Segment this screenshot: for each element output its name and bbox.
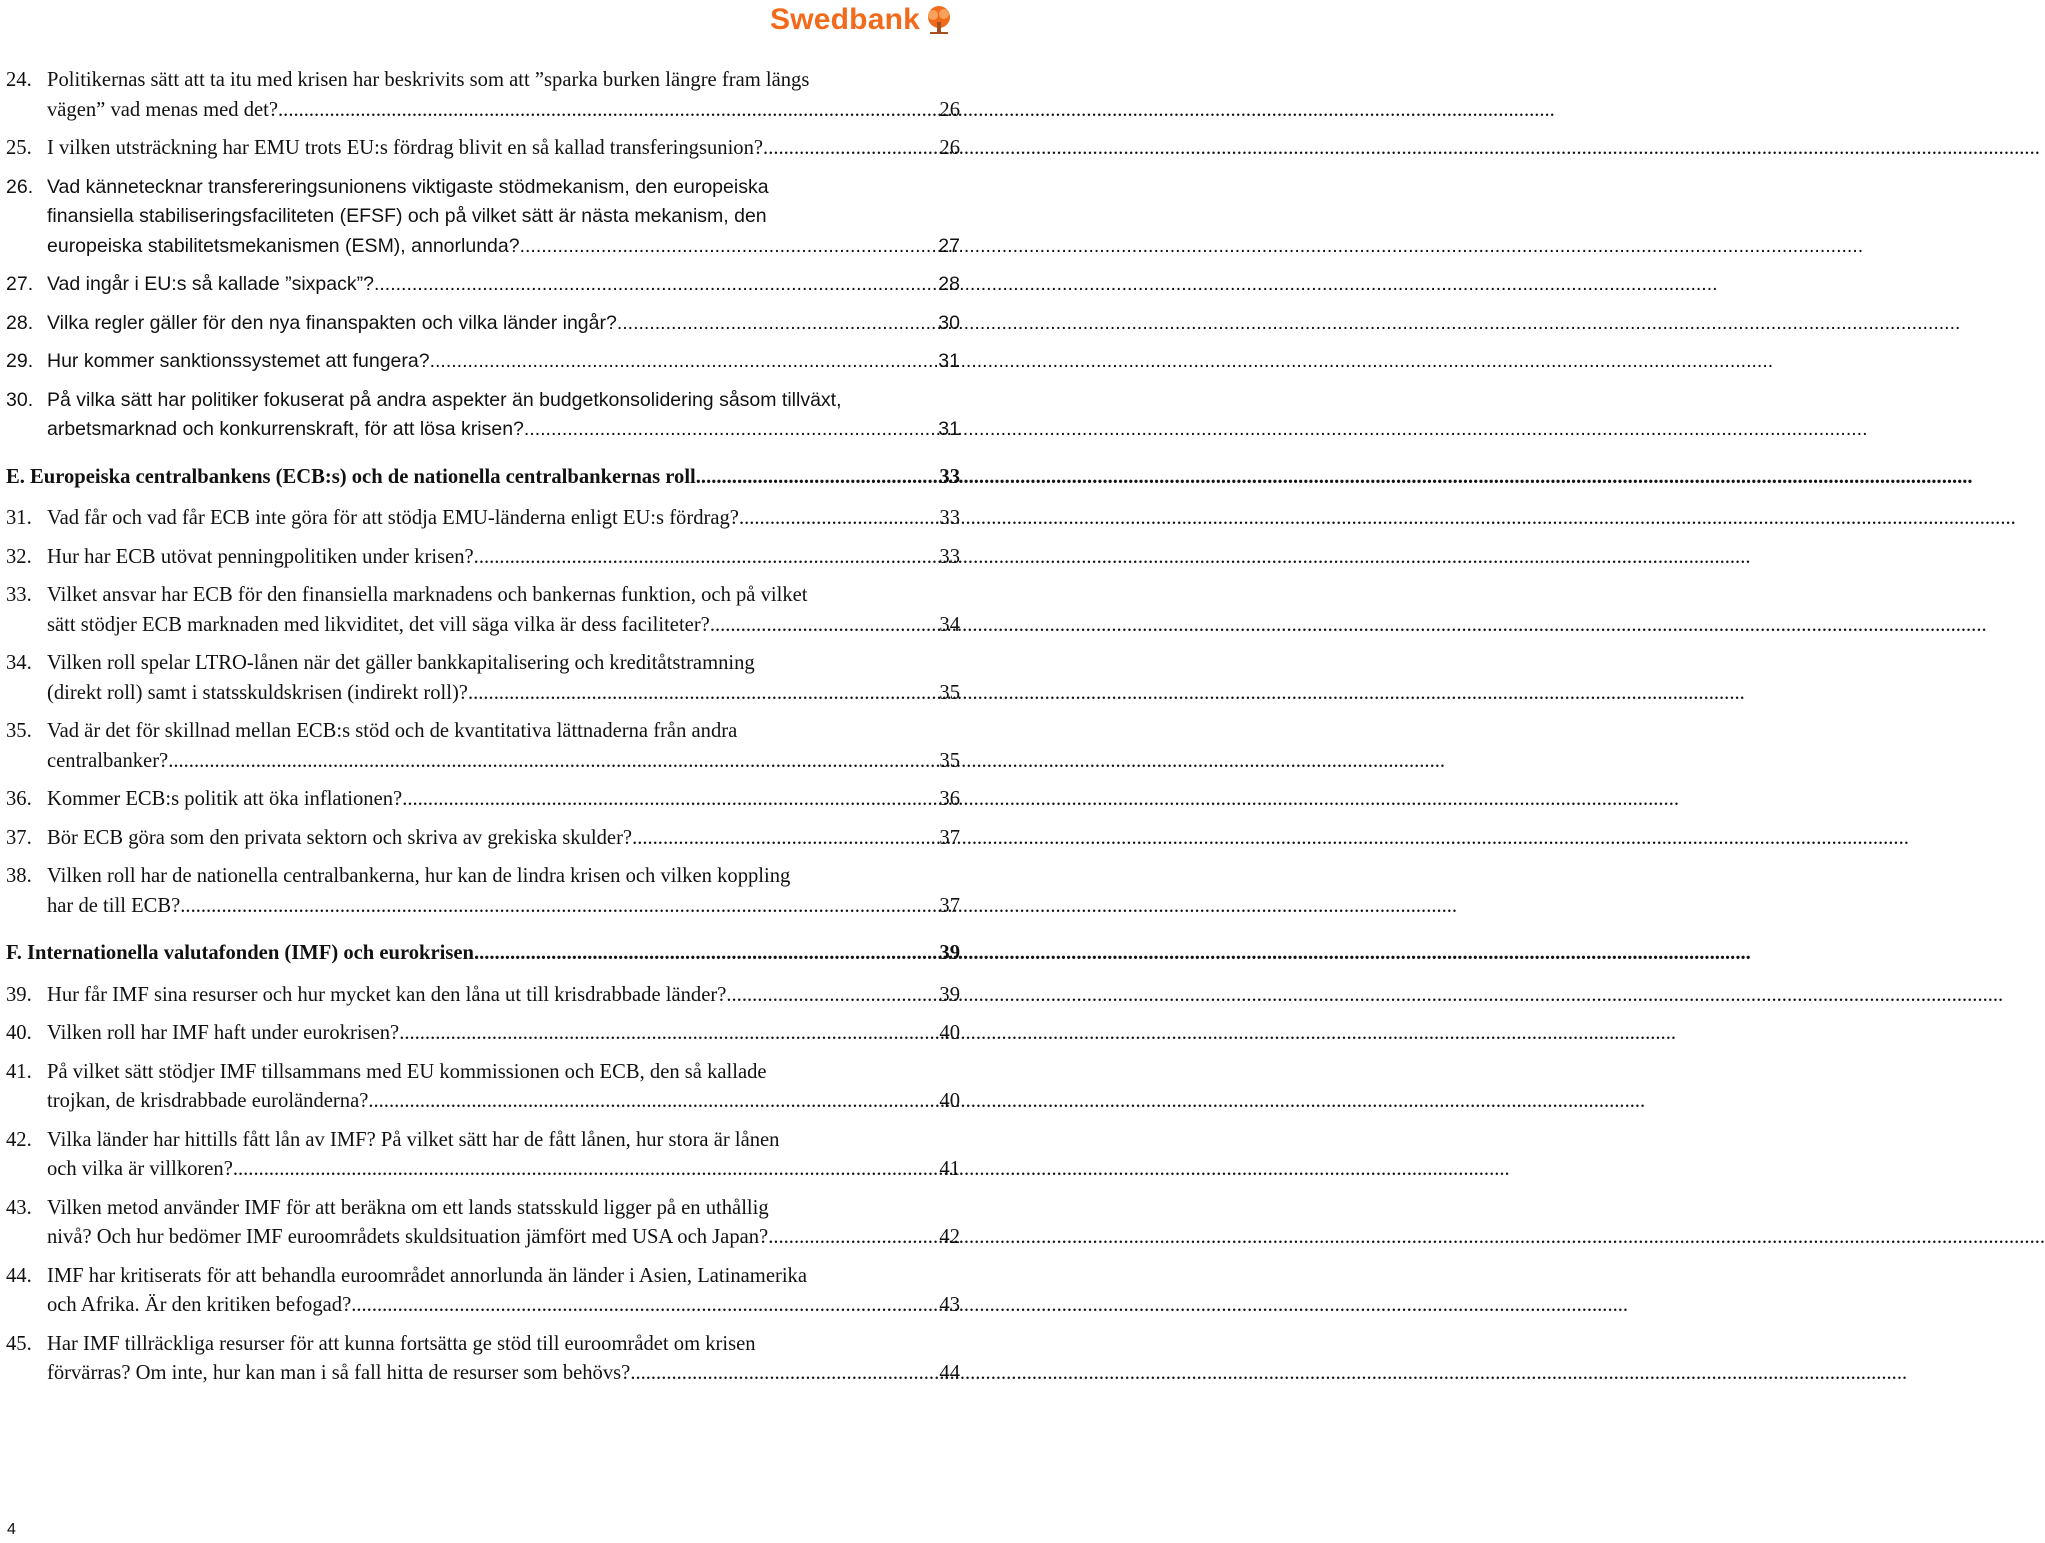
brand-name: Swedbank (770, 3, 920, 36)
toc-entry[interactable] (0, 66, 960, 125)
dot-leader (233, 1155, 938, 1185)
toc-entry[interactable] (0, 134, 960, 164)
toc-section-f[interactable] (0, 939, 960, 969)
dot-leader (474, 543, 938, 573)
entry-page: 31 (938, 418, 960, 440)
entry-text: vägen” vad menas med det? (47, 98, 279, 121)
dot-leader (739, 504, 937, 534)
toc-entry[interactable] (0, 309, 960, 339)
toc-entry[interactable] (0, 1058, 960, 1117)
entry-text: Kommer ECB:s politik att öka inflationen? (47, 788, 403, 810)
toc-entry[interactable] (0, 981, 960, 1011)
toc-entry[interactable] (0, 1194, 960, 1253)
entry-number: 29. (6, 350, 34, 372)
dot-leader (696, 463, 938, 493)
entry-text: förvärras? Om inte, hur kan man i så fall hitta de resurser som behövs? (47, 1362, 631, 1384)
entry-text: sätt stödjer ECB marknaden med likviditet, det vill säga vilka är dess faciliteter? (47, 613, 710, 636)
entry-page: 43 (939, 1294, 960, 1316)
entry-number: 44. (6, 1264, 32, 1287)
toc-entry[interactable] (0, 1019, 960, 1049)
entry-page: 35 (939, 749, 960, 772)
dot-leader (278, 96, 937, 126)
toc-entry[interactable] (0, 504, 960, 534)
dot-leader (468, 679, 937, 709)
entry-text: centralbanker? (47, 749, 169, 772)
entry-page: 36 (939, 788, 960, 810)
toc-entry[interactable] (0, 824, 960, 854)
entry-page: 27 (938, 234, 960, 257)
dot-leader (617, 309, 936, 339)
entry-number: 33. (6, 584, 32, 606)
entry-number: 28. (6, 311, 34, 334)
dot-leader (430, 347, 937, 377)
swedbank-logo (770, 2, 954, 38)
toc-entry[interactable] (0, 386, 960, 445)
entry-text: I vilken utsträckning har EMU trots EU:s fördrag blivit en så kallad transferingsunion? (47, 137, 764, 159)
entry-number: 27. (6, 273, 34, 295)
entry-number: 32. (6, 545, 32, 568)
entry-text: Vilket ansvar har ECB för den finansiella marknadens och bankernas funktion, och på vilket (47, 584, 808, 606)
entry-page: 44 (939, 1362, 960, 1384)
toc-entry[interactable] (0, 862, 960, 921)
dot-leader (768, 1223, 937, 1253)
entry-text: IMF har kritiserats för att behandla euroområdet annorlunda än länder i Asien, Latinamerika (47, 1264, 807, 1287)
entry-text: Vilka länder har hittills fått lån av IMF? På vilket sätt har de fått lånen, hur stora är lånen (47, 1128, 780, 1151)
section-page: 33 (939, 465, 960, 488)
oak-tree-icon (924, 5, 954, 35)
entry-page: 31 (938, 350, 960, 372)
entry-number: 42. (6, 1128, 32, 1151)
dot-leader (402, 785, 937, 815)
toc-entry[interactable] (0, 1330, 960, 1389)
toc-entry[interactable] (0, 1126, 960, 1185)
toc-entry[interactable] (0, 543, 960, 573)
entry-page: 40 (939, 1090, 960, 1112)
entry-text: Vad är det för skillnad mellan ECB:s stöd och de kvantitativa lättnaderna från andra (47, 720, 738, 742)
dot-leader (630, 1359, 937, 1389)
entry-text: På vilka sätt har politiker fokuserat på andra aspekter än budgetkonsolidering såsom tillväxt, (47, 388, 842, 411)
entry-page: 28 (938, 273, 960, 295)
entry-number: 41. (6, 1060, 32, 1083)
entry-page: 33 (939, 545, 960, 568)
entry-text: Vilken roll spelar LTRO-lånen när det gäller bankkapitalisering och kreditåtstramning (47, 652, 755, 674)
entry-page: 37 (939, 826, 960, 849)
toc-entry[interactable] (0, 270, 960, 300)
page-number: 4 (7, 1521, 16, 1538)
entry-number: 25. (6, 137, 32, 159)
entry-number: 30. (6, 388, 34, 411)
section-page: 39 (939, 942, 960, 964)
entry-page: 41 (939, 1158, 960, 1180)
dot-leader (168, 747, 937, 777)
entry-number: 38. (6, 865, 32, 887)
entry-number: 43. (6, 1196, 32, 1219)
toc-group-f (0, 981, 960, 1389)
toc-entry[interactable] (0, 581, 960, 640)
section-title: F. Internationella valutafonden (IMF) och eurokrisen (6, 942, 474, 964)
entry-page: 35 (939, 681, 960, 704)
entry-text: och vilka är villkoren? (47, 1158, 233, 1180)
dot-leader (399, 1019, 937, 1049)
entry-page: 33 (939, 507, 960, 529)
toc-section-e[interactable] (0, 463, 960, 493)
entry-text: På vilket sätt stödjer IMF tillsammans med EU kommissionen och ECB, den så kallade (47, 1060, 767, 1083)
entry-text: Hur kommer sanktionssystemet att fungera? (47, 350, 430, 372)
entry-number: 39. (6, 983, 32, 1006)
toc-entry[interactable] (0, 649, 960, 708)
entry-page: 42 (939, 1226, 960, 1248)
dot-leader (632, 824, 937, 854)
dot-leader (374, 270, 936, 300)
entry-text: Vad kännetecknar transfereringsunionens viktigaste stödmekanism, den europeiska (47, 175, 769, 198)
entry-number: 45. (6, 1332, 32, 1355)
dot-leader (351, 1291, 937, 1321)
entry-text: Vilken roll har IMF haft under eurokrisen? (47, 1022, 400, 1044)
dot-leader (520, 232, 937, 262)
toc-entry[interactable] (0, 347, 960, 377)
table-of-contents (0, 66, 960, 1398)
entry-number: 26. (6, 175, 34, 198)
toc-entry[interactable] (0, 1262, 960, 1321)
entry-page: 40 (939, 1022, 960, 1044)
entry-text: Vilken metod använder IMF för att beräkna om ett lands statsskuld ligger på en uthållig (47, 1196, 769, 1219)
dot-leader (726, 981, 937, 1011)
entry-number: 37. (6, 826, 32, 849)
entry-text: har de till ECB? (47, 894, 181, 917)
entry-page: 26 (939, 98, 960, 121)
dot-leader (180, 892, 937, 922)
entry-number: 40. (6, 1022, 32, 1044)
entry-text: Hur har ECB utövat penningpolitiken under krisen? (47, 545, 474, 568)
entry-page: 26 (939, 137, 960, 159)
entry-text: Bör ECB göra som den privata sektorn och skriva av grekiska skulder? (47, 826, 633, 849)
entry-number: 24. (6, 69, 32, 91)
entry-text: trojkan, de krisdrabbade euroländerna? (47, 1090, 369, 1112)
entry-text: nivå? Och hur bedömer IMF euroområdets skuldsituation jämfört med USA och Japan? (47, 1226, 769, 1248)
entry-page: 39 (939, 983, 960, 1006)
toc-group-d-continued (0, 66, 960, 445)
dot-leader (710, 611, 938, 641)
entry-text: finansiella stabiliseringsfaciliteten (EFSF) och på vilket sätt är nästa mekanism, den (47, 205, 767, 227)
toc-entry[interactable] (0, 173, 960, 262)
dot-leader (524, 415, 936, 445)
dot-leader (368, 1087, 937, 1117)
dot-leader (763, 134, 937, 164)
entry-text: Hur får IMF sina resurser och hur mycket kan den låna ut till krisdrabbade länder? (47, 983, 727, 1006)
toc-group-e (0, 504, 960, 921)
section-title: E. Europeiska centralbankens (ECB:s) och de nationella centralbankernas roll (6, 465, 696, 488)
toc-entry[interactable] (0, 717, 960, 776)
toc-entry[interactable] (0, 785, 960, 815)
entry-text: arbetsmarknad och konkurrenskraft, för att lösa krisen? (47, 418, 524, 440)
entry-text: Vilka regler gäller för den nya finanspakten och vilka länder ingår? (47, 311, 617, 334)
entry-number: 36. (6, 788, 32, 810)
entry-number: 31. (6, 507, 32, 529)
entry-page: 30 (938, 311, 960, 334)
dot-leader (474, 939, 937, 969)
entry-text: Vad får och vad får ECB inte göra för att stödja EMU-länderna enligt EU:s fördrag? (47, 507, 739, 529)
entry-page: 34 (939, 613, 960, 636)
entry-text: Politikernas sätt att ta itu med krisen har beskrivits som att ”sparka burken längre fram längs (47, 69, 810, 91)
entry-number: 35. (6, 720, 32, 742)
entry-number: 34. (6, 652, 32, 674)
entry-text: Vilken roll har de nationella centralbankerna, hur kan de lindra krisen och vilken koppling (47, 865, 791, 887)
entry-text: och Afrika. Är den kritiken befogad? (47, 1294, 352, 1316)
entry-page: 37 (939, 894, 960, 917)
entry-text: Har IMF tillräckliga resurser för att kunna fortsätta ge stöd till euroområdet om krisen (47, 1332, 756, 1355)
entry-text: europeiska stabilitetsmekanismen (ESM), annorlunda? (47, 234, 520, 257)
entry-text: (direkt roll) samt i statsskuldskrisen (indirekt roll)? (47, 681, 468, 704)
entry-text: Vad ingår i EU:s så kallade ”sixpack”? (47, 273, 374, 295)
